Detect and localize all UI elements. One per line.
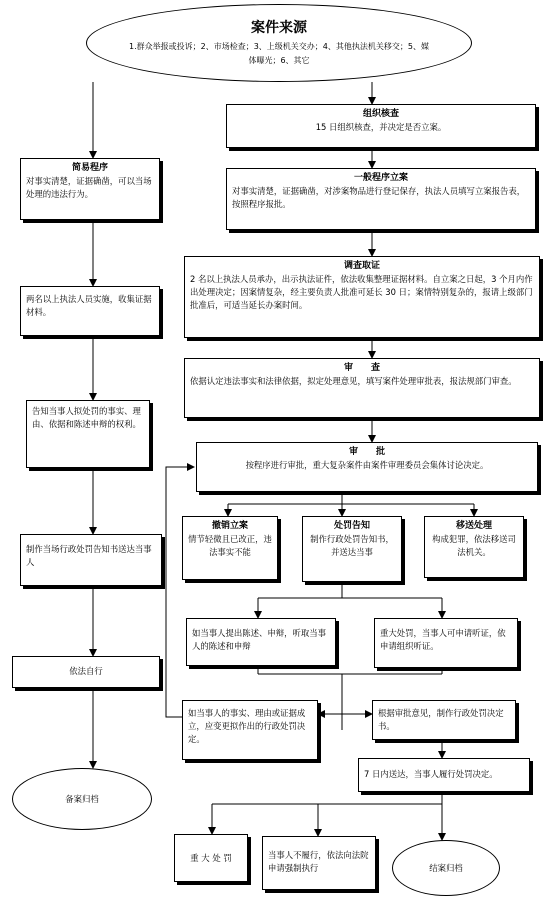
simple-step2-box (20, 286, 160, 336)
arrow-modify-approve (166, 467, 194, 717)
enforce-text: 当事人不履行，依法向法院申请强制执行 (268, 850, 369, 873)
hearing-text: 重大处罚，当事人可申请听证，依申请组织听证。 (380, 628, 506, 651)
simple-step3-box (26, 400, 150, 468)
revoke-box (182, 516, 278, 580)
arrow-approve-branches (228, 492, 474, 504)
general-text: 对事实清楚，证据确凿，对涉案物品进行登记保存，执法人员填写立案报告表，按照程序报批。 (232, 186, 526, 209)
deliver-text: 7 日内送达，当事人履行处罚决定。 (364, 769, 498, 779)
archive-text: 结案归档 (429, 862, 463, 873)
simple-procedure-text: 对事实清楚，证据确凿，可以当场处理的违法行为。 (26, 176, 152, 199)
approve-text: 按程序进行审批，重大复杂案件由案件审理委员会集体讨论决定。 (245, 460, 489, 470)
enforce-box (262, 836, 376, 890)
general-title: 一般程序立案 (353, 173, 408, 183)
simple-step4-box (20, 534, 162, 586)
modify-text: 如当事人的事实、理由或证据成立，应变更拟作出的行政处罚决定。 (188, 708, 306, 744)
simple-end-text: 备案归档 (65, 793, 99, 804)
archive-ellipse (392, 840, 500, 896)
revoke-title: 撤销立案 (211, 521, 248, 531)
simple-step5-text: 依法自行 (69, 666, 103, 676)
heavy-penalty-text: 重 大 处 罚 (190, 853, 232, 863)
transfer-box (424, 516, 524, 578)
simple-step5-box (12, 656, 160, 688)
general-box (226, 168, 536, 230)
case-source-ellipse (86, 4, 472, 82)
case-source-title: 案件来源 (251, 20, 307, 36)
notify-title: 处罚告知 (333, 521, 370, 531)
hearing-box (374, 618, 518, 668)
investigate-box (184, 256, 540, 338)
simple-procedure-box (20, 158, 160, 220)
organize-box (226, 104, 536, 148)
heavy-penalty-box (174, 834, 248, 882)
statement-box (186, 618, 336, 666)
decision-box (372, 700, 516, 740)
decision-text: 根据审批意见，制作行政处罚决定书。 (378, 708, 504, 731)
case-source-text: 1.群众举报或投诉；2、市场检查；3、上级机关交办；4、其他执法机关移交；5、媒体曝光；6、其它 (129, 42, 429, 65)
review-title: 审 查 (343, 363, 380, 373)
transfer-text: 构成犯罪，依法移送司法机关。 (432, 534, 516, 557)
approve-title: 审 批 (348, 447, 385, 457)
modify-box (182, 700, 318, 760)
review-text: 依据认定违法事实和法律依据，拟定处理意见，填写案件处理审批表，报法规部门审查。 (190, 376, 517, 386)
notify-text: 制作行政处罚告知书，并送达当事 (310, 534, 394, 557)
investigate-title: 调查取证 (343, 261, 380, 271)
simple-step3-text: 告知当事人拟处罚的事实、理由、依据和陈述申辩的权利。 (32, 406, 141, 429)
review-box (184, 358, 540, 418)
approve-box (196, 442, 538, 492)
organize-text: 15 日组织核查，并决定是否立案。 (315, 122, 447, 132)
simple-step2-text: 两名以上执法人员实施，收集证据材料。 (26, 294, 152, 317)
transfer-title: 移送处理 (455, 521, 492, 531)
statement-text: 如当事人提出陈述、申辩，听取当事人的陈述和申辩 (192, 628, 326, 651)
simple-end-ellipse (12, 768, 152, 830)
arrow-deliver-split (212, 792, 442, 804)
revoke-text: 情节轻微且已改正，违法事实不能 (188, 534, 272, 557)
investigate-text: 2 名以上执法人员承办，出示执法证件，依法收集整理证据材料。自立案之日起，3 个月内作出处理决定；因案情复杂，经主要负责人批准可延长 30 日；案情特别复杂的，报请上级部门批准后，可适当延长办案时间。 (190, 274, 533, 310)
simple-step4-text: 制作当场行政处罚告知书送达当事人 (26, 544, 152, 567)
deliver-box (358, 758, 530, 792)
simple-procedure-title: 简易程序 (71, 163, 108, 173)
arrow-notify-split (258, 582, 442, 598)
notify-box (302, 516, 402, 582)
organize-title: 组织核查 (362, 109, 399, 119)
